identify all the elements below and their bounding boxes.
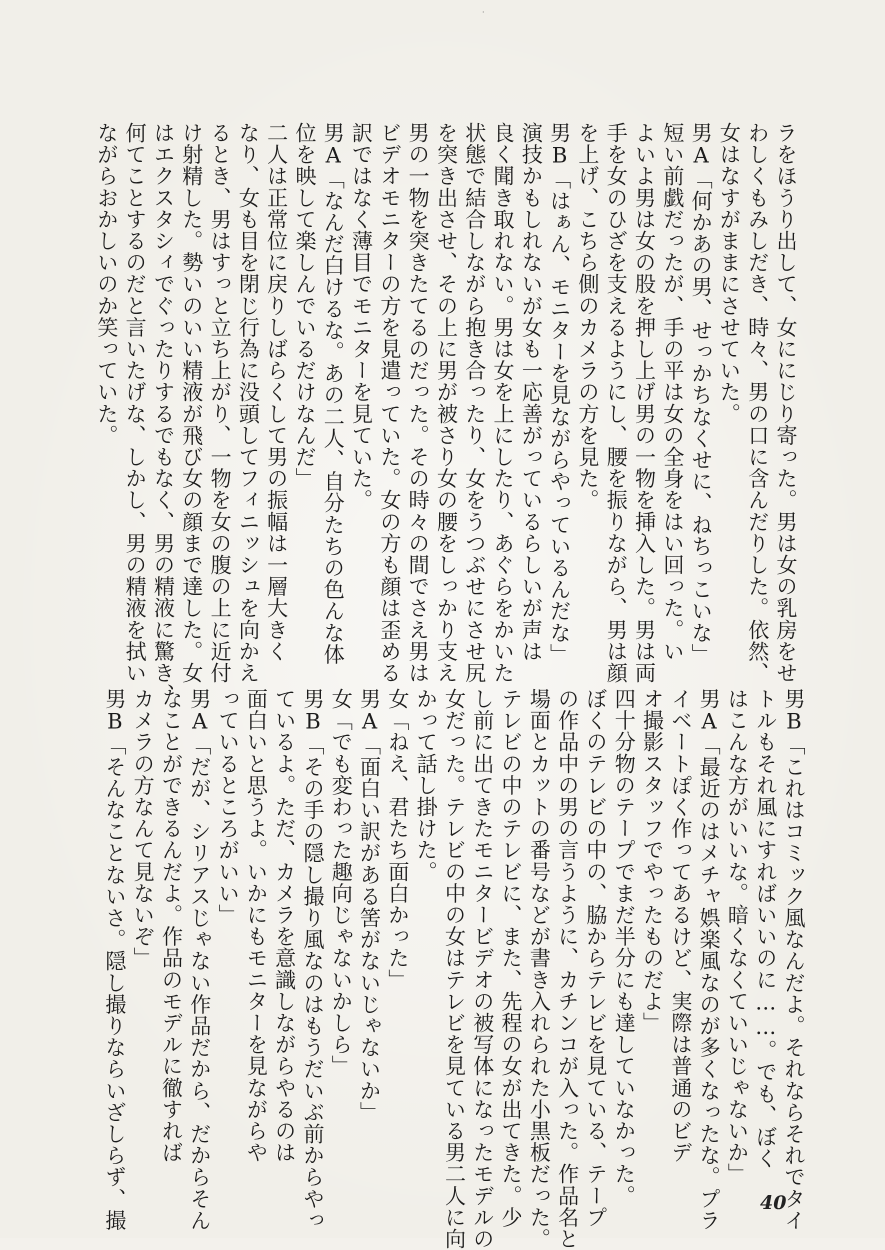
text-column: 女「でも変わった趣向じゃないかしら」: [329, 688, 354, 1077]
text-column: 二人は正常位に戻りしばらくして男の振幅は一層大きく: [264, 122, 289, 662]
text-column: ラをほうり出して、女ににじり寄った。男は女の乳房をせ: [774, 122, 798, 684]
text-column: 男B「はぁん、モニターを見ながらやっているんだな」: [547, 122, 572, 665]
text-column: トルもそれ風にすればいいのに……。でも、ぼく: [753, 688, 778, 1170]
text-column: るとき、男はすっと立ち上がり、一物を女の腹の上に近付: [208, 122, 233, 684]
text-column: 男A「何かあの男、せっかちなくせに、ねちっこいな」: [689, 122, 714, 665]
text-column: 四十分物のテープでまだ半分にも達していなかった。: [612, 688, 637, 1207]
text-column: 男A「面白い訳がある筈がないじゃないか」: [357, 688, 382, 1123]
text-column: 位を映して楽しんでいるだけなんだ」: [292, 122, 317, 490]
top-text-block: [93, 122, 800, 706]
text-column: 女はなすがままにさせていた。: [717, 122, 742, 425]
text-column: なり、女も目を閉じ行為に没頭してフィニッシュを向かえ: [236, 122, 261, 684]
text-column: 男A「最近のはメチャ娯楽風なのが多くなったな。プラ: [697, 688, 722, 1231]
text-column: 短い前戯だったが、手の平は女の全身をはい回った。い: [660, 122, 685, 662]
text-column: 男の一物を突きたてるのだった。その時々の間でさえ男は: [406, 122, 431, 684]
text-column: テレビの中のテレビに、また、先程の女が出てきた。少: [499, 688, 524, 1228]
scan-speck: ·: [482, 8, 485, 17]
text-column: 男B「そんなことないさ。隠し撮りならいざしらず、撮: [102, 688, 127, 1231]
text-column: はエクスタシィでぐったりするでもなく、男の精液に驚き、: [151, 122, 176, 706]
text-column: わしくもみしだき、時々、男の口に含んだりした。依然、: [745, 122, 770, 684]
text-column: かって話し掛けた。: [414, 688, 439, 883]
text-column: 手を女のひざを支えるようにし、腰を振りながら、男は顔: [604, 122, 629, 684]
text-column: の作品中の男の言うように、カチンコが入った。作品名と: [555, 688, 580, 1250]
text-column: 女だった。テレビの中の女はテレビを見ている男二人に向: [442, 688, 467, 1250]
text-column: よいよ男は女の股を押し上げ男の一物を挿入した。男は両: [632, 122, 657, 684]
text-column: っているところがいい」: [216, 688, 241, 926]
text-column: 良く聞き取れない。男は女を上にしたり、あぐらをかいた: [491, 122, 516, 684]
text-column: 場面とカットの番号などが書き入れられた小黒板だった。: [527, 688, 552, 1250]
text-column: 男B「これはコミック風なんだよ。それならそれでタイ: [782, 688, 806, 1231]
text-column: 訳ではなく薄目でモニターを見ていた。: [349, 122, 374, 511]
text-column: カメラの方なんて見ないぞ」: [131, 688, 156, 969]
text-column: なことができるんだよ。作品のモデルに徹すれば: [159, 688, 184, 1164]
text-column: け射精した。勢いのいい精液が飛び女の顔まで達した。女: [179, 122, 204, 684]
text-column: を上げ、こちら側のカメラの方を見た。: [575, 122, 600, 511]
text-column: を突き出させ、その上に男が被さり女の腰をしっかり支え: [434, 122, 459, 684]
text-column: 何てことするのだと言いたげな、しかし、男の精液を拭い: [123, 122, 148, 684]
text-column: ているよ。ただ、カメラを意識しながらやるのは: [272, 688, 297, 1164]
text-column: オ撮影スタッフでやったものだよ」: [640, 688, 665, 1034]
text-column: ながらおかしいのか笑っていた。: [94, 122, 119, 446]
page-number: 40: [760, 1192, 787, 1214]
text-column: 男A「なんだ白けるな。あの二人、自分たちの色んな体: [321, 122, 346, 665]
text-column: 面白いと思うよ。いかにもモニターを見ながらや: [244, 688, 269, 1164]
text-column: 状態で結合しながら抱き合ったり、女をうつぶせにさせ尻: [462, 122, 487, 684]
text-column: はこんな方がいいな。暗くなくていいじゃないか」: [725, 688, 750, 1185]
text-column: 男B「その手の隠し撮り風なのはもうだいぶ前からやっ: [300, 688, 325, 1231]
text-column: 女「ねえ、君たち面白かった」: [385, 688, 410, 991]
text-column: ビデオモニターの方を見遣っていた。女の方も顔は歪める: [377, 122, 402, 684]
text-column: し前に出てきたモニタービデオの被写体になったモデルの: [470, 688, 495, 1250]
text-column: 男A「だが、シリアスじゃない作品だから、だからそん: [187, 688, 212, 1231]
text-column: 演技かもしれないが女も一応善がっているらしいが声は: [519, 122, 544, 662]
text-column: ぼくのテレビの中の、脇からテレビを見ている、テープ: [583, 688, 608, 1228]
text-column: イベートぽく作ってあるけど、実際は普通のビデ: [668, 688, 693, 1164]
